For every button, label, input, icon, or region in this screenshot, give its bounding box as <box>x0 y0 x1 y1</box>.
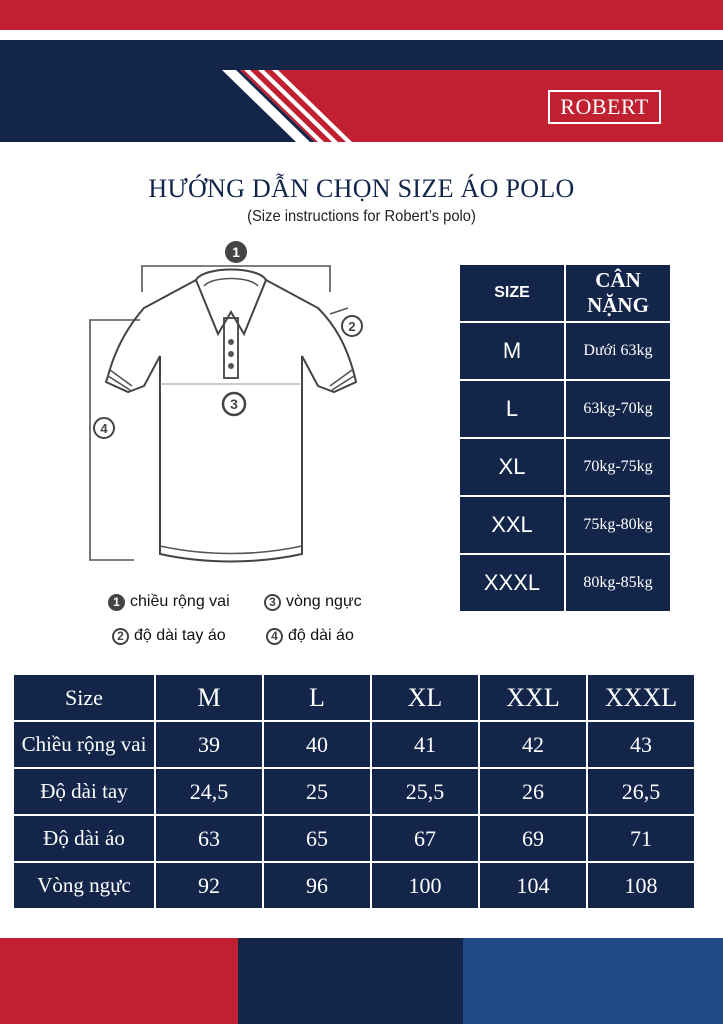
table-row <box>460 439 670 495</box>
weight-row-value: 75kg-80kg <box>566 497 670 553</box>
table-row <box>460 381 670 437</box>
table-row <box>14 816 694 861</box>
weight-row-size: M <box>460 323 564 379</box>
weight-row-size: L <box>460 381 564 437</box>
legend-text-1: chiều rộng vai <box>130 593 230 610</box>
weight-header-size: SIZE <box>460 265 564 321</box>
weight-header-weight: CÂN NẶNG <box>566 265 670 321</box>
table-row <box>460 497 670 553</box>
top-navy-band <box>0 40 723 70</box>
legend-text-2: độ dài tay áo <box>134 627 226 644</box>
svg-text:2: 2 <box>348 319 356 334</box>
polo-shirt-diagram <box>86 236 376 568</box>
footer-red-band <box>0 938 238 1024</box>
header-size-l: L <box>264 675 370 720</box>
measurement-table-header <box>14 675 694 720</box>
legend-item-4 <box>266 627 354 645</box>
legend-text-4: độ dài áo <box>288 627 354 644</box>
table-cell: 39 <box>156 722 262 767</box>
table-cell: 71 <box>588 816 694 861</box>
table-cell: 40 <box>264 722 370 767</box>
weight-row-value: 80kg-85kg <box>566 555 670 611</box>
header-size-m: M <box>156 675 262 720</box>
header-size-xxl: XXL <box>480 675 586 720</box>
table-cell: 108 <box>588 863 694 908</box>
page-subtitle: (Size instructions for Robert’s polo) <box>247 208 476 225</box>
table-cell: 26,5 <box>588 769 694 814</box>
table-cell: 92 <box>156 863 262 908</box>
header-size-xxxl: XXXL <box>588 675 694 720</box>
row-label: Chiều rộng vai <box>14 722 154 767</box>
legend-number-1: 1 <box>108 594 125 611</box>
footer-navy-band <box>238 938 463 1024</box>
legend-number-2: 2 <box>112 628 129 645</box>
svg-text:4: 4 <box>100 421 108 436</box>
brand-logo: ROBERT <box>548 90 661 124</box>
legend-item-2 <box>112 627 226 645</box>
weight-table-header <box>460 265 670 321</box>
table-cell: 43 <box>588 722 694 767</box>
weight-row-size: XXXL <box>460 555 564 611</box>
header-size-label: Size <box>14 675 154 720</box>
table-cell: 25,5 <box>372 769 478 814</box>
marker-1 <box>225 241 247 263</box>
table-row <box>460 555 670 611</box>
legend-text-3: vòng ngực <box>286 593 362 610</box>
marker-2 <box>342 316 362 336</box>
legend-number-3: 3 <box>264 594 281 611</box>
legend-item-1 <box>108 593 230 611</box>
legend-number-4: 4 <box>266 628 283 645</box>
weight-row-value: 70kg-75kg <box>566 439 670 495</box>
table-row <box>460 323 670 379</box>
footer-blue-band <box>463 938 723 1024</box>
table-cell: 24,5 <box>156 769 262 814</box>
table-cell: 26 <box>480 769 586 814</box>
weight-row-size: XXL <box>460 497 564 553</box>
table-cell: 42 <box>480 722 586 767</box>
table-cell: 69 <box>480 816 586 861</box>
table-cell: 100 <box>372 863 478 908</box>
table-row <box>14 863 694 908</box>
table-cell: 104 <box>480 863 586 908</box>
table-cell: 65 <box>264 816 370 861</box>
weight-row-value: Dưới 63kg <box>566 323 670 379</box>
table-cell: 63 <box>156 816 262 861</box>
table-row <box>14 722 694 767</box>
svg-text:1: 1 <box>232 244 240 260</box>
table-cell: 41 <box>372 722 478 767</box>
row-label: Độ dài tay <box>14 769 154 814</box>
weight-row-size: XL <box>460 439 564 495</box>
page-title: HƯỚNG DẪN CHỌN SIZE ÁO POLO <box>148 174 575 203</box>
marker-3 <box>223 393 245 415</box>
header-size-xl: XL <box>372 675 478 720</box>
table-cell: 67 <box>372 816 478 861</box>
table-cell: 25 <box>264 769 370 814</box>
legend-item-3 <box>264 593 362 611</box>
weight-row-value: 63kg-70kg <box>566 381 670 437</box>
svg-text:3: 3 <box>230 396 238 412</box>
table-row <box>14 769 694 814</box>
row-label: Độ dài áo <box>14 816 154 861</box>
weight-size-table <box>458 263 672 613</box>
table-cell: 96 <box>264 863 370 908</box>
marker-4 <box>94 418 114 438</box>
top-red-band <box>0 0 723 30</box>
row-label: Vòng ngực <box>14 863 154 908</box>
measurement-table <box>12 673 696 910</box>
